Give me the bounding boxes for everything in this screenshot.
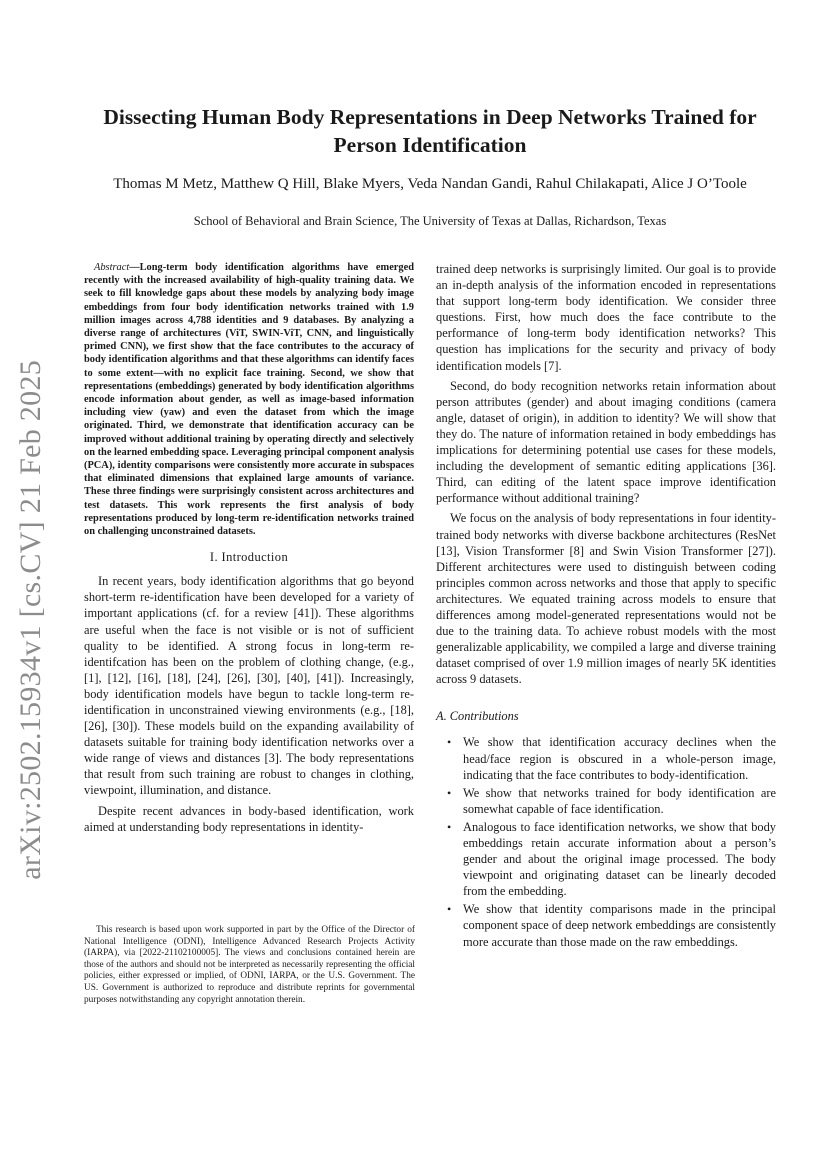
intro-paragraph-4: We focus on the analysis of body representations in four identity-trained body networks with diverse backbone architectures (ResNet [13], Vision Transformer [8] and Swin Vision Transformer [27]). Different architectures were used to distinguish between coding principles common across networks and those that apply to specific architectures. We equated training across models to ensure that differences among model-generated representations would not be due to the training data. To achieve robust models with the most generalizable applicability, we compiled a large and diverse training dataset comprised of over 1.9 million images of nearly 5K identities across 9 datasets. (436, 511, 776, 687)
bullet-icon: • (447, 902, 452, 917)
abstract-dash: — (129, 262, 140, 273)
list-item: • Analogous to face identification networks, we show that body embeddings retain accurate information about a person’s gender and about the original image processed. The body viewpoint and originating dataset can be linearly decoded from the embedding. (447, 819, 776, 899)
abstract-label: Abstract (94, 262, 130, 273)
intro-paragraph-1: In recent years, body identification algorithms that go beyond short-term re-identification have been developed for a variety of important applications (cf. for a review [41]). These algorithms are useful when the face is not visible or is not of sufficient quality to be identified. A strong focus in long-term re-identifcation has been on the problem of clothing change, (e.g., [1], [12], [16], [18], [24], [26], [30], [40], [41]). Increasingly, body identification models have begun to tackle long-term re-identification in unconstrained viewing environments (e.g., [18], [26], [30]). These models build on the expanding availability of datasets suitable for training body identification networks over a wide range of views and distances [3]. The body representations that result from such training are robust to changes in clothing, viewpoint, illumination, and distance. (84, 574, 414, 798)
author-affiliation: School of Behavioral and Brain Science, The University of Texas at Dallas, Richardson, Texas (193, 214, 667, 228)
paper-title: Dissecting Human Body Representations in Deep Networks Trained for Person Identification (103, 105, 757, 157)
subsection-heading-contributions: A. Contributions (436, 709, 519, 724)
intro-paragraph-2-cont: trained deep networks is surprisingly limited. Our goal is to provide an in-depth analysis of the information encoded in representations that support long-term body identification. We consider three questions. First, how much does the face contribute to the performance of long-term body identification networks? This question has implications for the security and privacy of body identification models [7]. (436, 262, 776, 373)
list-item: • We show that identification accuracy declines when the head/face region is obscured in a whole-person image, indicating that the face contributes to body-identification. (447, 735, 776, 782)
abstract (84, 261, 414, 538)
bullet-icon: • (447, 819, 452, 834)
intro-paragraph-2-start: Despite recent advances in body-based identification, work aimed at understanding body representations in identity- (84, 803, 414, 834)
left-column (84, 261, 414, 839)
list-item: • We show that networks trained for body identification are somewhat capable of face identification. (447, 785, 776, 816)
author-list: Thomas M Metz, Matthew Q Hill, Blake Myers, Veda Nandan Gandi, Rahul Chilakapati, Alice J O’Toole (113, 176, 747, 192)
list-item: • We show that identity comparisons made in the principal component space of deep network embeddings are consistently more accurate than those made on the raw embeddings. (447, 902, 776, 949)
right-column (436, 261, 776, 952)
contributions-list (436, 734, 776, 949)
abstract-text: Long-term body identification algorithms have emerged recently with the increased availability of high-quality training data. We seek to fill knowledge gaps about these models by analyzing body image embeddings from four body identification networks trained with 1.9 million images across 4,788 identities and 9 databases. By analyzing a diverse range of architectures (ViT, SWIN-ViT, CNN, and linguistically primed CNN), we first show that the face contributes to the accuracy of body identification algorithms and that these algorithms can identify faces to some extent—with no explicit face training. Second, we show that representations (embeddings) generated by body identification algorithms encode information about gender, as well as image-based information including view (yaw) and even the dataset from which the image originated. Third, we demonstrate that identification accuracy can be improved without additional training by operating directly and selectively on the learned embedding space. Leveraging principal component analysis (PCA), identity comparisons were consistently more accurate in subspaces that eliminated dimensions that explained large amounts of variance. These three findings were surprisingly consistent across architectures and test datasets. This work represents the first analysis of body representations produced by long-term re-identification networks trained on challenging unconstrained datasets. (84, 262, 414, 538)
intro-paragraph-3: Second, do body recognition networks retain information about person attributes (gender) and about imaging conditions (camera angle, dataset of origin), in addition to identity? We will show that they do. The nature of information retained in body embeddings has implications for determining potential use cases for these models, including the development of semantic editing applications [36]. Third, can editing of the latent space improve identification performance without additional training? (436, 378, 776, 506)
section-heading-introduction: I. Introduction (209, 550, 289, 565)
bullet-icon: • (447, 785, 452, 800)
funding-footnote: This research is based upon work supported in part by the Office of the Director of National Intelligence (ODNI), Intelligence Advanced Research Projects Activity (IARPA), via [2022-21102100005]. The views and conclusions contained herein are those of the authors and should not be interpreted as necessarily representing the official policies, either expressed or implied, of ODNI, IARPA, or the U.S. Government. The US. Government is authorized to reproduce and distribute reprints for governmental purposes notwithstanding any copyright annotation therein. (84, 925, 415, 1005)
arxiv-identifier-stamp: arXiv:2502.15934v1 [cs.CV] 21 Feb 2025 (14, 360, 47, 880)
bullet-icon: • (447, 735, 452, 750)
